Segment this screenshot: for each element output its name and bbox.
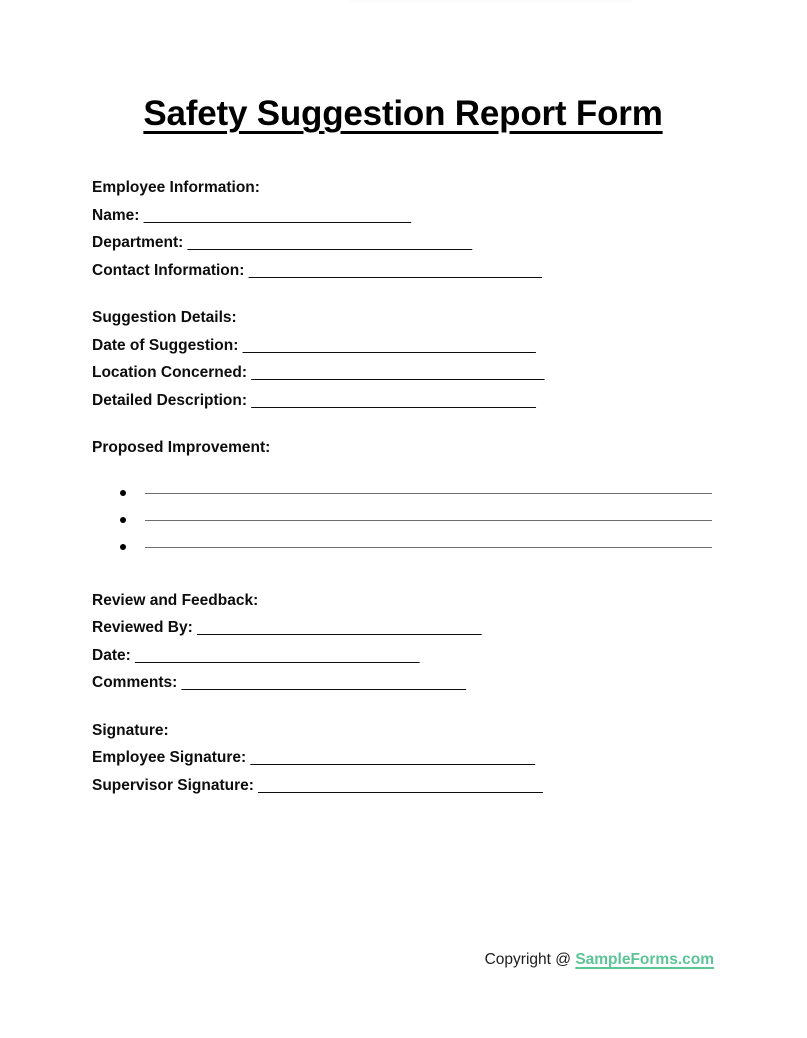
field-blank-line[interactable]: _________________________________ [251, 391, 536, 409]
field-label: Detailed Description: [92, 391, 248, 409]
section-heading: Proposed Improvement: [92, 439, 271, 456]
field-blank-line[interactable]: __________________________________ [242, 336, 536, 354]
section-heading: Signature: [92, 721, 169, 739]
bullet-dot-icon [120, 544, 126, 550]
list-item[interactable] [120, 480, 732, 507]
field-label: Contact Information: [92, 261, 245, 279]
field-label: Location Concerned: [92, 364, 248, 381]
field-row-reviewed-by [92, 614, 732, 642]
field-label: Date: [92, 646, 131, 664]
field-label: Department: [92, 234, 184, 251]
bullet-dot-icon [120, 517, 126, 523]
field-row-contact-information [92, 257, 732, 285]
section-heading: Suggestion Details: [92, 309, 237, 326]
section-employee-information [92, 174, 732, 284]
field-blank-line[interactable]: __________________________________ [251, 364, 545, 381]
list-item[interactable] [120, 507, 732, 534]
field-label: Reviewed By: [92, 619, 193, 636]
bullet-blank-rule[interactable] [145, 520, 712, 521]
list-item[interactable] [120, 534, 732, 561]
footer-copyright [92, 948, 714, 972]
field-blank-line[interactable]: _________________________________ [250, 749, 535, 766]
field-row-supervisor-signature [92, 772, 732, 800]
section-review-and-feedback [92, 587, 732, 697]
field-blank-line[interactable]: __________________________________ [248, 261, 542, 279]
field-label: Name: [92, 206, 140, 224]
field-blank-line[interactable]: _________________________________ [135, 646, 420, 664]
field-blank-line[interactable]: _______________________________ [143, 206, 411, 224]
field-blank-line[interactable]: _________________________________ [181, 674, 467, 691]
proposed-improvement-bullet-list [92, 480, 732, 561]
form-body [92, 174, 732, 819]
field-row-detailed-description [92, 387, 732, 415]
page-title: Safety Suggestion Report Form [143, 94, 663, 133]
field-label: Employee Signature: [92, 749, 247, 766]
section-heading: Review and Feedback: [92, 591, 259, 609]
bullet-dot-icon [120, 490, 126, 496]
sampleforms-link[interactable]: SampleForms.com [575, 951, 714, 968]
field-label: Date of Suggestion: [92, 336, 239, 354]
field-blank-line[interactable]: _________________________________ [258, 776, 543, 794]
field-row-comments [92, 669, 732, 697]
section-signature [92, 717, 732, 800]
field-label: Supervisor Signature: [92, 776, 254, 794]
field-row-employee-signature [92, 744, 732, 772]
field-row-location-concerned [92, 359, 732, 387]
field-blank-line[interactable]: _________________________________ [187, 234, 473, 251]
bullet-blank-rule[interactable] [145, 493, 712, 494]
section-suggestion-details [92, 304, 732, 414]
section-heading: Employee Information: [92, 179, 260, 196]
section-proposed-improvement [92, 434, 732, 561]
field-row-department [92, 229, 732, 257]
field-row-date [92, 642, 732, 670]
bullet-blank-rule[interactable] [145, 547, 712, 548]
field-row-name [92, 202, 732, 230]
field-blank-line[interactable]: _________________________________ [197, 619, 482, 636]
field-label: Comments: [92, 674, 178, 691]
copyright-text: Copyright @ [484, 951, 571, 968]
field-row-date-of-suggestion [92, 332, 732, 360]
